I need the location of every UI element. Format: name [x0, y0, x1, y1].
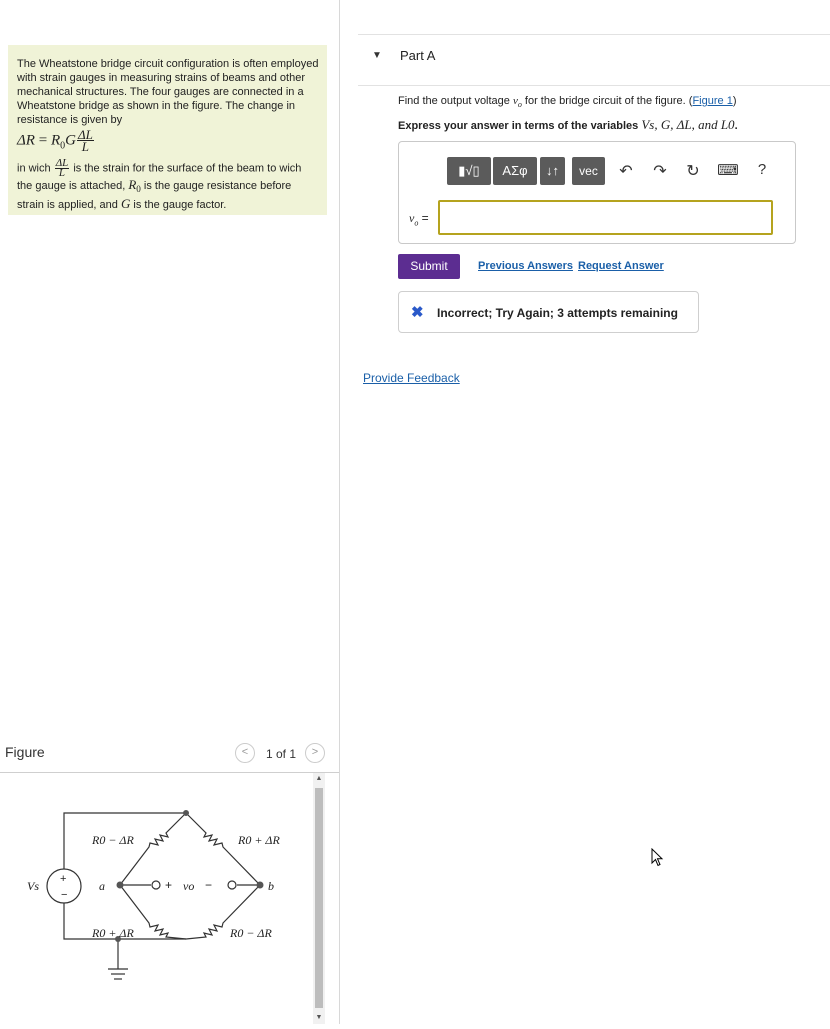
- reset-icon[interactable]: ↻: [686, 163, 700, 180]
- mouse-cursor-icon: [651, 848, 665, 868]
- keyboard-icon[interactable]: ⌨: [717, 162, 739, 179]
- problem-intro: [8, 45, 327, 215]
- scroll-up-icon[interactable]: ▲: [315, 775, 323, 782]
- scroll-thumb[interactable]: [315, 788, 323, 1008]
- answer-input[interactable]: [438, 200, 773, 235]
- label-top-right: R0 + ΔR: [238, 833, 280, 847]
- label-node-b: b: [268, 879, 274, 893]
- label-output-minus: −: [205, 878, 213, 892]
- redo-icon[interactable]: ↷: [653, 163, 667, 180]
- node-b-dot: [257, 882, 264, 889]
- resistor-top-left: [120, 813, 186, 885]
- label-top-left: R0 − ΔR: [92, 833, 134, 847]
- collapse-caret-icon[interactable]: ▼: [372, 50, 382, 61]
- strain-fraction: $\frac{\Delta L}{L}$: [77, 127, 93, 154]
- prev-figure-button[interactable]: <: [235, 743, 255, 763]
- question-text: Find the output voltage $v_o$ for the bridge circuit of the figure. (Figure 1): [398, 95, 737, 110]
- label-bottom-left: R0 + ΔR: [92, 926, 134, 940]
- source-minus: −: [61, 889, 68, 901]
- feedback-text: Incorrect; Try Again; 3 attempts remaining: [437, 306, 678, 320]
- strain-formula: $\Delta R = R_0G$ $\frac{\Delta L}{L}$: [17, 127, 93, 154]
- templates-button[interactable]: ▮√▯: [447, 157, 491, 185]
- label-bottom-right: R0 − ΔR: [230, 926, 272, 940]
- node-top: [183, 810, 189, 816]
- scroll-down-icon[interactable]: ▼: [315, 1014, 323, 1021]
- part-a-header[interactable]: [358, 34, 830, 86]
- help-button[interactable]: ?: [757, 161, 767, 178]
- wheatstone-bridge-diagram: [0, 773, 313, 1024]
- figure-title: Figure: [5, 744, 45, 760]
- feedback-message: [398, 291, 699, 333]
- intro-definitions: in wich $\frac{\Delta L}{L}$ is the strain for the surface of the beam to wich the gauge is attached, $R_0$ is the gauge resistance before strain is applied, and G is the gauge factor.: [17, 157, 302, 211]
- label-output-plus: +: [165, 878, 173, 892]
- figure-header: [0, 737, 339, 773]
- source-plus: +: [60, 873, 67, 885]
- figure-link[interactable]: Figure 1: [692, 95, 733, 107]
- next-figure-button[interactable]: >: [305, 743, 325, 763]
- incorrect-icon: ✖: [411, 304, 424, 321]
- submit-button[interactable]: Submit: [398, 254, 460, 279]
- subscript-button[interactable]: ↓↑: [540, 157, 565, 185]
- request-answer-link[interactable]: Request Answer: [578, 260, 664, 272]
- label-node-a: a: [99, 879, 105, 893]
- node-a-dot: [117, 882, 124, 889]
- provide-feedback-link[interactable]: Provide Feedback: [363, 371, 460, 385]
- figure-area: [0, 773, 325, 1024]
- resistor-top-right: [186, 813, 260, 885]
- strain-fraction-inline: $\frac{\Delta L}{L}$: [55, 157, 69, 180]
- figure-pager: 1 of 1: [266, 747, 297, 761]
- label-vo: vo: [183, 879, 195, 893]
- vector-button[interactable]: vec: [572, 157, 605, 185]
- column-divider: [339, 0, 340, 1024]
- instruction-text: Express your answer in terms of the variables Vs, G, ΔL, and L0.: [398, 117, 738, 132]
- greek-symbols-button[interactable]: ΑΣφ: [493, 157, 537, 185]
- intro-text: The Wheatstone bridge circuit configuration is often employed with strain gauges in measuring strains of beams and other mechanical structures. The four gauges are connected in a Wheatstone bridge as shown in the figure. The change in resistance is given by: [17, 58, 319, 126]
- part-title: Part A: [400, 48, 436, 63]
- figure-scrollbar[interactable]: [313, 773, 325, 1024]
- undo-icon[interactable]: ↶: [619, 163, 633, 180]
- previous-answers-link[interactable]: Previous Answers: [478, 260, 573, 272]
- terminal-plus: [152, 881, 160, 889]
- left-column: [0, 0, 339, 1024]
- label-vs: Vs: [27, 879, 39, 893]
- terminal-minus: [228, 881, 236, 889]
- answer-label: $v_o$ =: [409, 211, 429, 228]
- answer-box: [398, 141, 796, 244]
